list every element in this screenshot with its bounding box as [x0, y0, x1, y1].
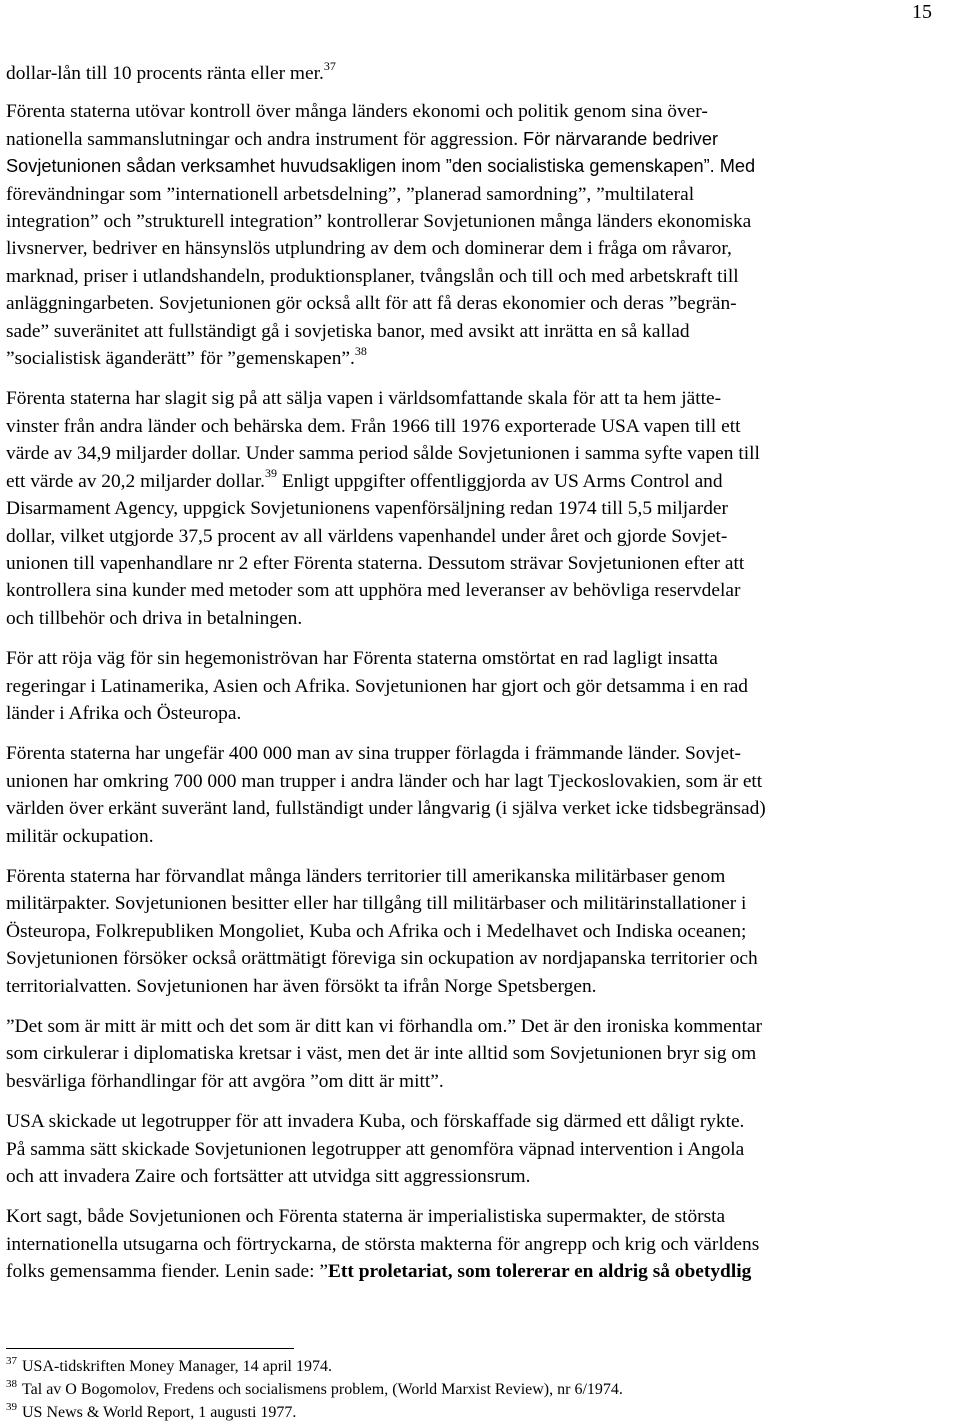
footnote-divider: [6, 1348, 294, 1349]
text-segment: integration” och ”strukturell integration” kontrollerar Sovjetunionen många länders ekonomiska: [6, 211, 752, 233]
text-segment: militärpakter. Sovjetunionen besitter eller har tillgång till militärbaser och militärinstallationer i: [6, 893, 747, 915]
text-line: [6, 1203, 954, 1230]
text-segment: ett värde av 20,2 miljarder dollar.: [6, 470, 265, 492]
paragraph: [6, 1013, 954, 1095]
footnotes: [6, 1355, 946, 1424]
text-line: [6, 673, 954, 700]
text-segment: Enligt uppgifter offentliggjorda av US Arms Control and: [277, 470, 723, 492]
text-line: [6, 495, 954, 522]
text-segment: vinster från andra länder och behärska dem. Från 1966 till 1976 exporterade USA vapen till ett: [6, 415, 741, 437]
text-segment: ”socialistisk äganderätt” för ”gemenskapen”.: [6, 348, 355, 370]
text-line: [6, 385, 954, 412]
text-line: [6, 863, 954, 890]
text-segment: För närvarande bedriver: [522, 128, 719, 149]
text-line: [6, 550, 954, 577]
text-line: [6, 1231, 954, 1258]
paragraph: [6, 863, 954, 1000]
text-segment: nationella sammanslutningar och andra instrument för aggression.: [6, 128, 523, 150]
paragraph: [6, 1108, 954, 1190]
text-line: [6, 468, 954, 495]
text-line: [6, 1040, 954, 1067]
text-segment: Sovjetunionen sådan verksamhet huvudsakligen inom ”den socialistiska gemenskapen”.: [6, 156, 720, 177]
text-segment: dollar-lån till 10 procents ränta eller mer.: [6, 63, 324, 84]
paragraph: [6, 60, 954, 87]
text-segment: anläggningarbeten. Sovjetunionen gör också allt för att få deras ekonomier och deras ”begrän-: [6, 293, 737, 315]
text-segment: unionen till vapenhandlare nr 2 efter Förenta staterna. Dessutom strävar Sovjetunionen efter att: [6, 552, 745, 574]
text-segment: För att röja väg för sin hegemoniströvan har Förenta staterna omstörtat en rad lagligt insatta: [6, 648, 718, 670]
text-segment: internationella utsugarna och förtryckarna, de största makterna för angrepp och krig och världens: [6, 1233, 760, 1255]
footnote-reference: 38: [354, 343, 367, 358]
text-line: [6, 345, 954, 372]
footnote: [6, 1378, 946, 1401]
text-segment: unionen har omkring 700 000 man trupper i andra länder och har lagt Tjeckoslovakien, som är ett: [6, 770, 763, 792]
text-line: [6, 1068, 954, 1095]
paragraph: [6, 740, 954, 850]
paragraph: [6, 385, 954, 632]
text-segment: kontrollera sina kunder med metoder som att upphöra med leveranser av behövliga reservdelar: [6, 580, 741, 602]
text-line: [6, 823, 954, 850]
text-segment: länder i Afrika och Östeuropa.: [6, 702, 242, 724]
text-segment: sade” suveränitet att fullständigt gå i sovjetiska banor, med avsikt att inrätta en så kallad: [6, 320, 690, 342]
text-line: [6, 740, 954, 767]
paragraph: [6, 1203, 954, 1285]
text-segment: folks gemensamma fiender. Lenin sade: ”: [6, 1261, 328, 1283]
text-line: [6, 413, 954, 440]
text-line: [6, 1258, 954, 1285]
footnote-text: Tal av O Bogomolov, Fredens och socialismens problem, (World Marxist Review), nr 6/1974.: [22, 1381, 623, 1398]
text-line: [6, 768, 954, 795]
text-line: [6, 523, 954, 550]
text-line: [6, 181, 954, 208]
text-segment: besvärliga förhandlingar för att avgöra ”om ditt är mitt”.: [6, 1070, 444, 1092]
text-segment: Disarmament Agency, uppgick Sovjetunionens vapenförsäljning redan 1974 till 5,5 miljarder: [6, 498, 728, 520]
text-line: [6, 126, 954, 153]
text-segment: Ett proletariat, som tolererar en aldrig så obetydlig: [328, 1261, 752, 1283]
text-line: [6, 263, 954, 290]
text-line: [6, 795, 954, 822]
paragraph: [6, 98, 954, 372]
text-segment: Sovjetunionen försöker också orättmätigt föreviga sin ockupation av nordjapanska territorier och: [6, 948, 758, 970]
text-segment: USA skickade ut legotrupper för att invadera Kuba, och förskaffade sig därmed ett dåligt rykte.: [6, 1111, 745, 1133]
text-line: [6, 208, 954, 235]
text-segment: marknad, priser i utlandshandeln, produktionsplaner, tvångslån och till och med arbetskraft till: [6, 265, 739, 287]
text-segment: Med: [719, 156, 756, 177]
text-line: [6, 98, 954, 125]
text-segment: som cirkulerar i diplomatiska kretsar i väst, men det är inte alltid som Sovjetunionen bryr sig om: [6, 1043, 757, 1065]
footnote-reference: 37: [323, 58, 336, 73]
text-line: [6, 1136, 954, 1163]
footnote-number: 39: [6, 1400, 17, 1413]
text-segment: världen över erkänt suveränt land, fullständigt under långvarig (i själva verket icke tidsbegränsad): [6, 798, 766, 820]
text-line: [6, 577, 954, 604]
text-line: [6, 153, 954, 180]
footnote-reference: 39: [265, 466, 277, 481]
text-segment: Förenta staterna har slagit sig på att sälja vapen i världsomfattande skala för att ta hem jätte-: [6, 388, 722, 410]
text-segment: Förenta staterna har ungefär 400 000 man av sina trupper förlagda i främmande länder. Sovjet-: [6, 743, 741, 765]
text-line: [6, 60, 954, 87]
text-segment: militär ockupation.: [6, 825, 154, 847]
text-line: [6, 290, 954, 317]
text-segment: Kort sagt, både Sovjetunionen och Förenta staterna är imperialistiska supermakter, de största: [6, 1206, 726, 1228]
text-line: [6, 973, 954, 1000]
footnote: [6, 1401, 946, 1424]
footnote-text: US News & World Report, 1 augusti 1977.: [22, 1404, 297, 1421]
text-line: [6, 645, 954, 672]
footnote-number: 37: [6, 1354, 17, 1367]
text-line: [6, 605, 954, 632]
text-segment: På samma sätt skickade Sovjetunionen legotrupper att genomföra väpnad intervention i Angola: [6, 1138, 745, 1160]
text-line: [6, 945, 954, 972]
text-segment: ”Det som är mitt är mitt och det som är ditt kan vi förhandla om.” Det är den ironiska kommentar: [6, 1016, 763, 1037]
text-segment: värde av 34,9 miljarder dollar. Under samma period sålde Sovjetunionen i samma syfte vapen till: [6, 443, 760, 465]
text-segment: Östeuropa, Folkrepubliken Mongoliet, Kuba och Afrika och i Medelhavet och Indiska oceanen;: [6, 920, 747, 942]
text-line: [6, 1108, 954, 1135]
text-line: [6, 440, 954, 467]
text-line: [6, 1013, 954, 1040]
text-segment: förevändningar som ”internationell arbetsdelning”, ”planerad samordning”, ”multilateral: [6, 183, 695, 205]
text-segment: dollar, vilket utgjorde 37,5 procent av all världens vapenhandel under året och gjorde Sovjet-: [6, 525, 728, 547]
text-line: [6, 890, 954, 917]
page-number: 15: [912, 1, 932, 23]
text-line: [6, 318, 954, 345]
footnote: [6, 1355, 946, 1378]
text-segment: territorialvatten. Sovjetunionen har även försökt ta ifrån Norge Spetsbergen.: [6, 975, 597, 997]
text-line: [6, 918, 954, 945]
text-segment: Förenta staterna har förvandlat många länders territorier till amerikanska militärbaser genom: [6, 865, 726, 887]
text-segment: Förenta staterna utövar kontroll över många länders ekonomi och politik genom sina över-: [6, 101, 708, 123]
footnote-text: USA-tidskriften Money Manager, 14 april 1974.: [22, 1358, 332, 1375]
text-segment: och att invadera Zaire och fortsätter att utvidga sitt aggressionsrum.: [6, 1166, 531, 1188]
text-line: [6, 235, 954, 262]
footnote-number: 38: [6, 1377, 17, 1390]
body-text: [6, 60, 954, 1299]
text-line: [6, 700, 954, 727]
text-line: [6, 1163, 954, 1190]
text-segment: och tillbehör och driva in betalningen.: [6, 607, 303, 629]
text-segment: regeringar i Latinamerika, Asien och Afrika. Sovjetunionen har gjort och gör detsamma i en rad: [6, 675, 748, 697]
text-segment: livsnerver, bedriver en hänsynslös utplundring av dem och dominerar dem i fråga om råvaror,: [6, 238, 732, 260]
paragraph: [6, 645, 954, 727]
